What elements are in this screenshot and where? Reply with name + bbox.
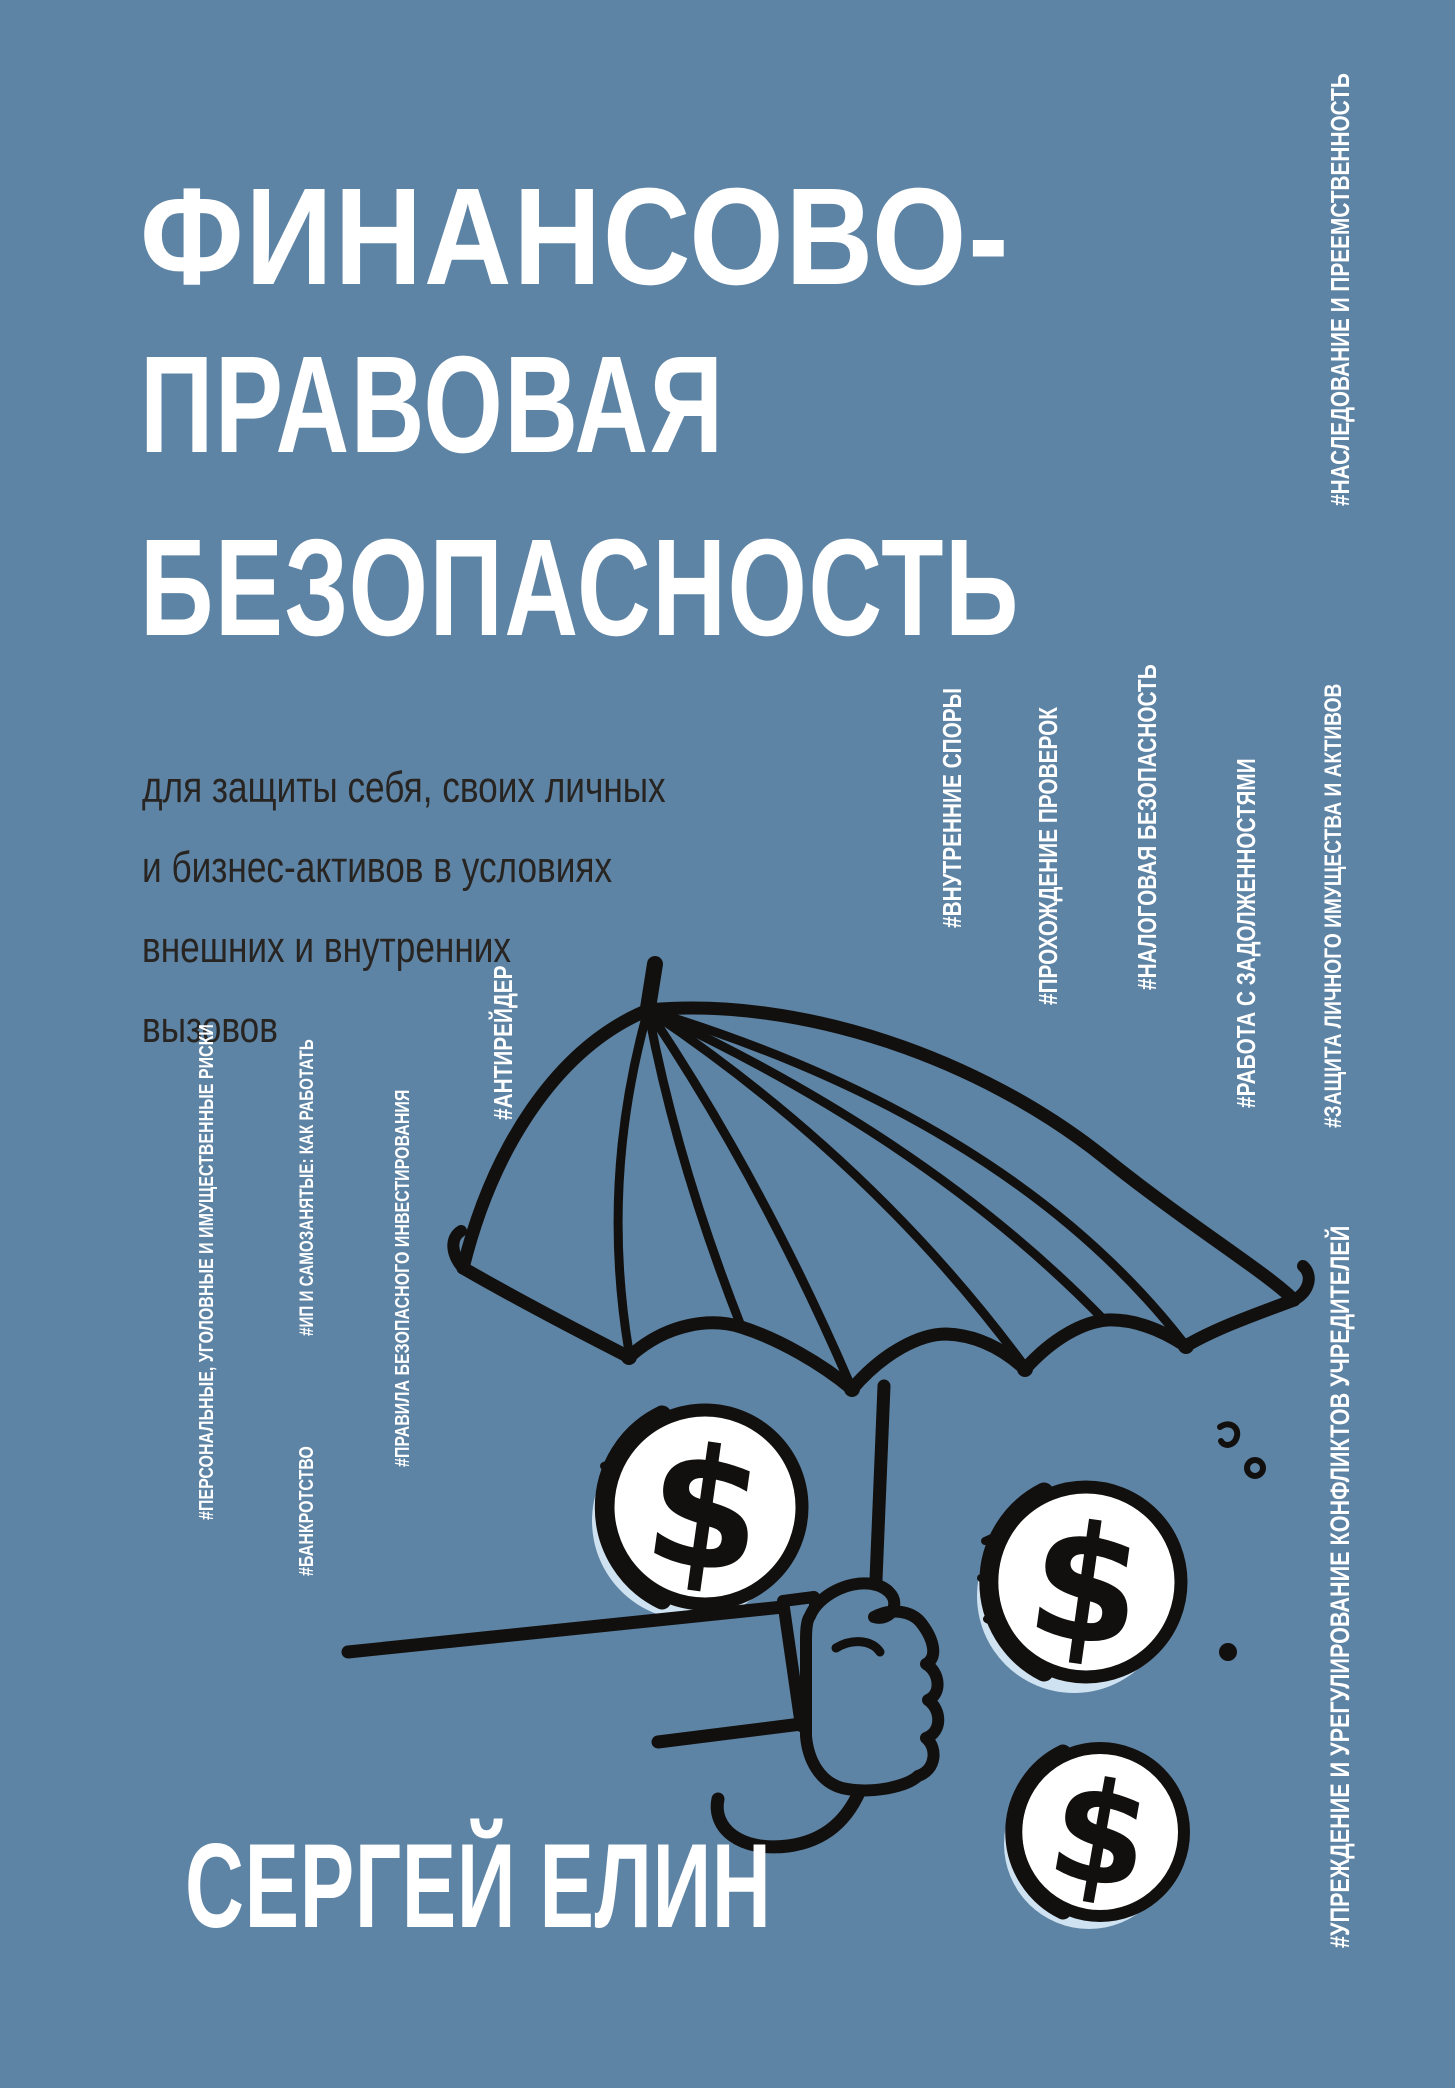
hand-holding-umbrella-icon bbox=[348, 1583, 938, 1790]
hashtag-label: #ПРАВИЛА БЕЗОПАСНОГО ИНВЕСТИРОВАНИЯ bbox=[392, 1089, 414, 1467]
dollar-sign: $ bbox=[634, 1406, 776, 1614]
subtitle-line: и бизнес-активов в условиях bbox=[142, 843, 613, 892]
title-line-1: ФИНАНСОВО- bbox=[140, 160, 1011, 314]
dollar-coin-icon bbox=[977, 1485, 1181, 1693]
subtitle-line: вызовов bbox=[142, 1003, 278, 1052]
hashtag-label: #АНТИРЕЙДЕР bbox=[488, 965, 518, 1120]
hashtag-label: #БАНКРОТСТВО bbox=[296, 1446, 318, 1576]
author-name: СЕРГЕЙ ЕЛИН bbox=[185, 1819, 772, 1953]
dollar-coin-icon bbox=[592, 1407, 802, 1620]
hashtag-label: #УПРЕЖДЕНИЕ И УРЕГУЛИРОВАНИЕ КОНФЛИКТОВ УЧРЕДИТЕЛЕЙ bbox=[1324, 1225, 1355, 1948]
hashtag-label: #НАЛОГОВАЯ БЕЗОПАСНОСТЬ bbox=[1132, 664, 1162, 990]
hashtag-label: #ВНУТРЕННИЕ СПОРЫ bbox=[937, 687, 967, 928]
hashtag-label: #ПРОХОЖДЕНИЕ ПРОВЕРОК bbox=[1033, 707, 1063, 1005]
dollar-sign: $ bbox=[1017, 1484, 1155, 1686]
hashtag-label: #РАБОТА С ЗАДОЛЖЕННОСТЯМИ bbox=[1231, 758, 1261, 1108]
hashtag-label: #ИП И САМОЗАНЯТЫЕ: КАК РАБОТАТЬ bbox=[296, 1039, 318, 1336]
dollar-sign: $ bbox=[1037, 1746, 1163, 1924]
subtitle-line: для защиты себя, своих личных bbox=[142, 763, 666, 812]
doodle-marks bbox=[1219, 1424, 1263, 1661]
hashtag-label: #ЗАЩИТА ЛИЧНОГО ИМУЩЕСТВА И АКТИВОВ bbox=[1320, 683, 1347, 1128]
hashtag-label: #ПЕРСОНАЛЬНЫЕ, УГОЛОВНЫЕ И ИМУЩЕСТВЕННЫЕ РИСКИ bbox=[196, 1024, 218, 1520]
dollar-coin-icon bbox=[1004, 1746, 1184, 1929]
title-line-3: БЕЗОПАСНОСТЬ bbox=[140, 511, 1020, 665]
hashtag-label: #НАСЛЕДОВАНИЕ И ПРЕЕМСТВЕННОСТЬ bbox=[1325, 73, 1355, 506]
subtitle-line: внешних и внутренних bbox=[142, 923, 512, 972]
title-line-2: ПРАВОВАЯ bbox=[140, 328, 725, 482]
